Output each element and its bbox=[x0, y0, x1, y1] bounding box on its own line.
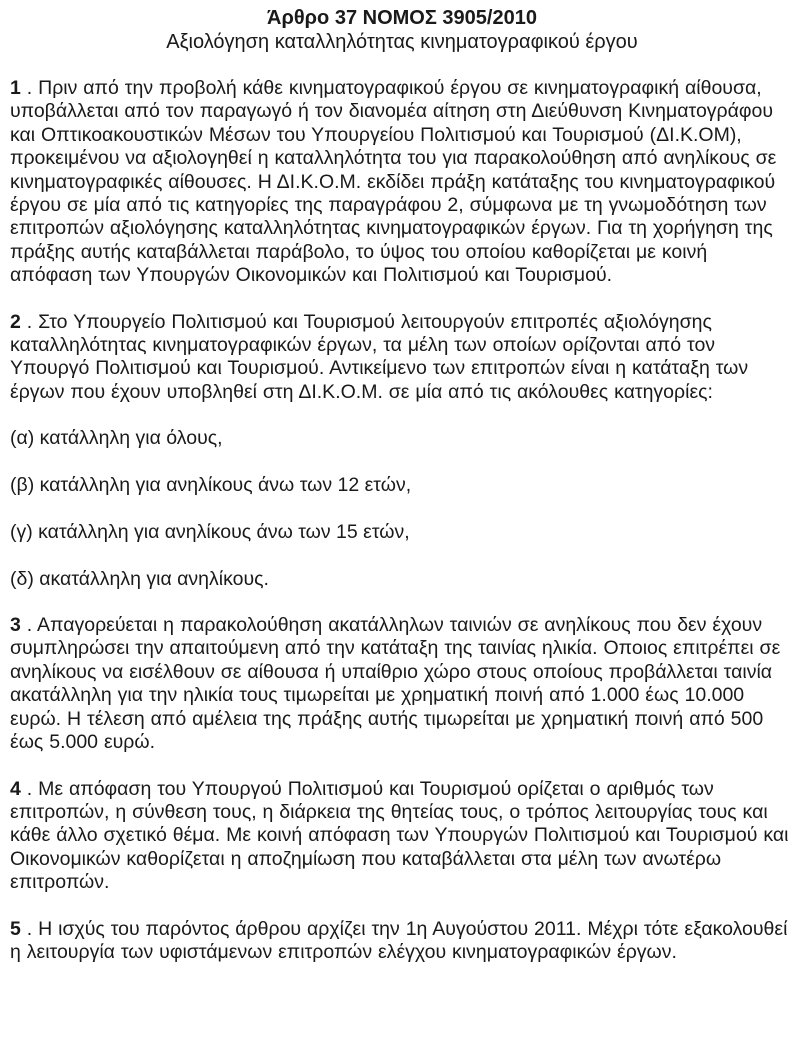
paragraph-number: 4 bbox=[10, 777, 21, 800]
paragraph-text: . Η ισχύς του παρόντος άρθρου αρχίζει την 1η Αυγούστου 2011. Μέχρι τότε εξακολουθεί η λειτουργία των υφιστάμενων επιτροπών ελέγχου κινηματογραφικών έργων. bbox=[10, 917, 788, 963]
category-item-c: (γ) κατάλληλη για ανηλίκους άνω των 15 ετών, bbox=[10, 520, 410, 543]
paragraph-3 bbox=[10, 614, 794, 754]
paragraph-1 bbox=[10, 77, 794, 288]
article-title: Άρθρο 37 ΝΟΜΟΣ 3905/2010 bbox=[267, 7, 537, 29]
paragraph-text: . Πριν από την προβολή κάθε κινηματογραφικού έργου σε κινηματογραφική αίθουσα, υποβάλλεται από τον παραγωγό ή τον διανομέα αίτηση στη Διεύθυνση Κινηματογράφου και Οπτικοακουστικών Μέσων του Υπουργείου Πολιτισμού και Τουρισμού (ΔΙ.Κ.ΟΜ), προκειμένου να αξιολογηθεί η καταλληλότητα του για παρακολούθηση από ανηλίκους σε κινηματογραφικές αίθουσες. Η ΔΙ.Κ.Ο.Μ. εκδίδει πράξη κατάταξης του κινηματογραφικού έργου σε μία από τις κατηγορίες της παραγράφου 2, σύμφωνα με τη γνωμοδότηση των επιτροπών αξιολόγησης καταλληλότητας κινηματογραφικών έργων. Για τη χορήγηση της πράξης αυτής καταβάλλεται παράβολο, το ύψος του οποίου καθορίζεται με κοινή απόφαση των Υπουργών Οικονομικών και Πολιτισμού και Τουρισμού. bbox=[10, 77, 777, 287]
paragraph-text: . Στο Υπουργείο Πολιτισμού και Τουρισμού λειτουργούν επιτροπές αξιολόγησης καταλληλότητας κινηματογραφικών έργων, τα μέλη των οποίων ορίζονται από τον Υπουργό Πολιτισμού και Τουρισμού. Αντικείμενο των επιτροπών είναι η κατάταξη των έργων που έχουν υποβληθεί στη ΔΙ.Κ.Ο.Μ. σε μία από τις ακόλουθες κατηγορίες: bbox=[10, 310, 749, 403]
paragraph-text: . Απαγορεύεται η παρακολούθηση ακατάλληλων ταινιών σε ανηλίκους που δεν έχουν συμπληρώσει την απαιτούμενη από την κατάταξη της ταινίας ηλικία. Οποιος επιτρέπει σε ανηλίκους να εισέλθουν σε αίθουσα ή υπαίθριο χώρο στους οποίους προβάλλεται ταινία ακατάλληλη για την ηλικία τους τιμωρείται με χρηματική ποινή από 1.000 έως 10.000 ευρώ. Η τέλεση από αμέλεια της πράξης αυτής τιμωρείται με χρηματική ποινή από 500 έως 5.000 ευρώ. bbox=[10, 614, 781, 754]
category-item-a: (α) κατάλληλη για όλους, bbox=[10, 427, 223, 450]
category-item-b: (β) κατάλληλη για ανηλίκους άνω των 12 ετών, bbox=[10, 474, 412, 497]
paragraph-2 bbox=[10, 311, 794, 405]
paragraph-4 bbox=[10, 778, 794, 895]
paragraph-number: 2 bbox=[10, 310, 21, 333]
category-item-d: (δ) ακατάλληλη για ανηλίκους. bbox=[10, 567, 269, 590]
paragraph-number: 1 bbox=[10, 77, 21, 99]
article-subtitle: Αξιολόγηση καταλληλότητας κινηματογραφικού έργου bbox=[166, 31, 638, 53]
paragraph-5 bbox=[10, 918, 794, 965]
paragraph-text: . Με απόφαση του Υπουργού Πολιτισμού και Τουρισμού ορίζεται ο αριθμός των επιτροπών, η σύνθεση τους, η διάρκεια της θητείας τους, ο τρόπος λειτουργίας τους και κάθε άλλο σχετικό θέμα. Με κοινή απόφαση των Υπουργών Πολιτισμού και Τουρισμού και Οικονομικών καθορίζεται η αποζημίωση που καταβάλλεται στα μέλη των ανωτέρω επιτροπών. bbox=[10, 777, 789, 894]
paragraph-number: 3 bbox=[10, 614, 21, 637]
paragraph-number: 5 bbox=[10, 917, 21, 940]
